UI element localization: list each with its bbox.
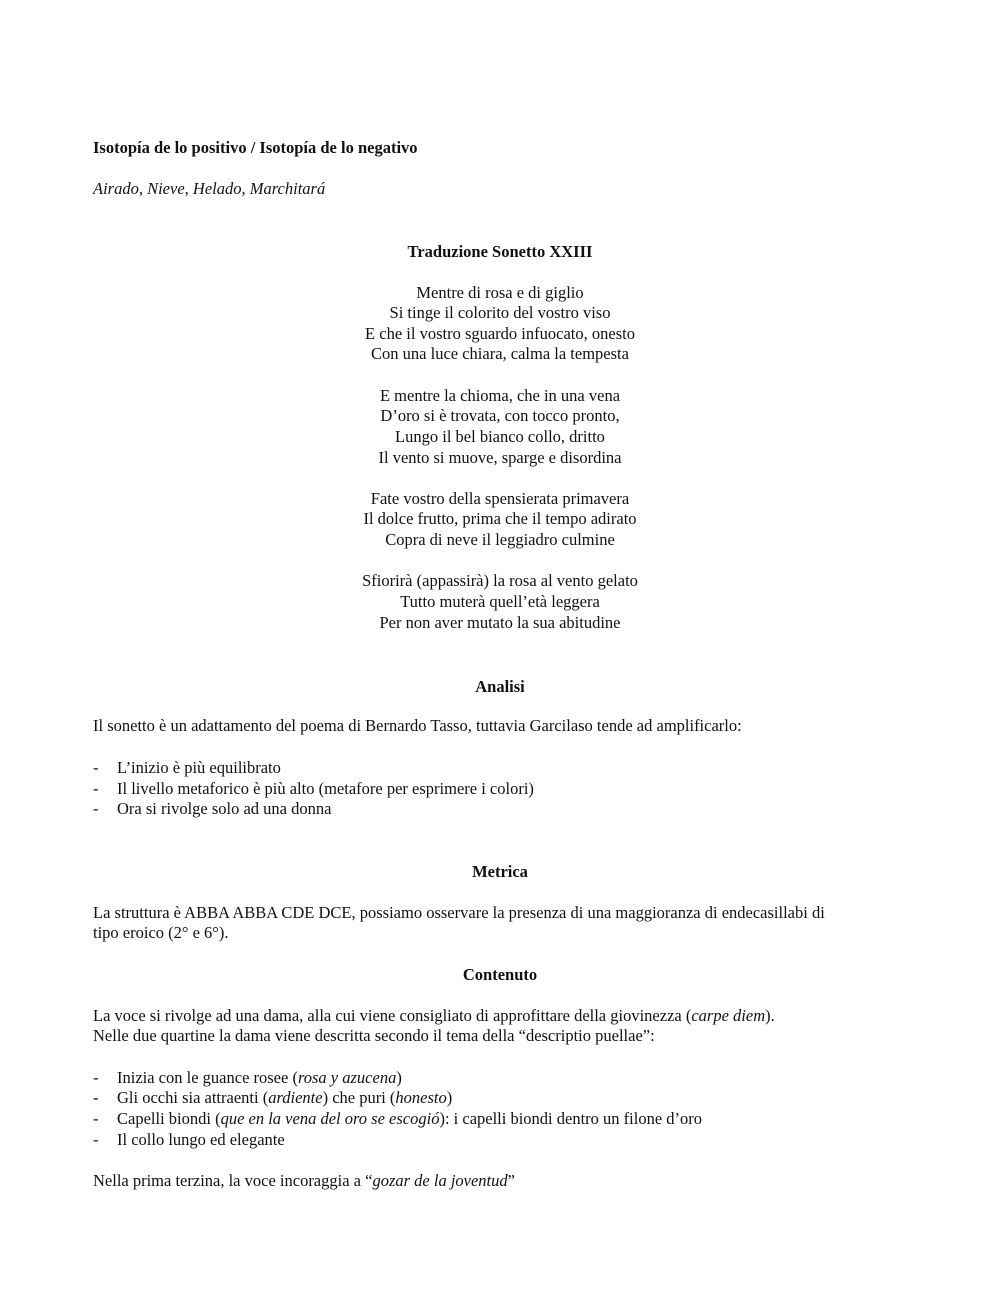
metrica-line-2: tipo eroico (2° e 6°). [93,923,229,942]
list-bullet: - [93,799,99,818]
isotopia-heading: Isotopía de lo positivo / Isotopía de lo negativo [93,138,418,157]
poem-line: Fate vostro della spensierata primavera [370,489,630,508]
text-run: Inizia con le guance rosee ( [117,1068,298,1087]
text-run: Nella prima terzina, la voce incoraggia a “ [93,1171,373,1190]
list-bullet: - [93,1068,99,1087]
poem-line: D’oro si è trovata, con tocco pronto, [380,406,620,425]
text-run: Capelli biondi ( [117,1109,221,1128]
poem-line: E mentre la chioma, che in una vena [379,386,621,405]
poem-line: Con una luce chiara, calma la tempesta [371,344,629,363]
word-helado: Helado [192,179,242,198]
poem-line: Mentre di rosa e di giglio [416,283,584,302]
isotopia-words [93,179,325,199]
contenuto-heading: Contenuto [462,965,538,984]
analisi-item: Il livello metaforico è più alto (metafore per esprimere i colori) [117,779,534,798]
text-run: ). [765,1006,775,1025]
text-run: ) che puri ( [322,1088,396,1107]
poem-line: Lungo il bel bianco collo, dritto [395,427,605,446]
word-airado: Airado [93,179,139,198]
poem-line: Il vento si muove, sparge e disordina [378,448,622,467]
analisi-item: Ora si rivolge solo ad una donna [117,799,332,818]
list-bullet: - [93,758,99,777]
analisi-heading: Analisi [475,677,525,696]
poem-line: Si tinge il colorito del vostro viso [389,303,611,322]
contenuto-paragraph-3 [93,1171,515,1191]
contenuto-item [117,1068,402,1088]
poem-line: Per non aver mutato la sua abitudine [379,613,621,632]
list-bullet: - [93,779,99,798]
italic-run: que en la vena del oro se escogió [220,1109,440,1128]
poem-line: Tutto muterà quell’età leggera [400,592,600,611]
poem-line: Il dolce frutto, prima che il tempo adirato [363,509,637,528]
contenuto-item: Il collo lungo ed elegante [117,1130,285,1149]
word-separator: , [184,179,193,198]
text-run: ” [507,1171,515,1190]
contenuto-paragraph-2: Nelle due quartine la dama viene descritta secondo il tema della “descriptio puellae”: [93,1026,655,1045]
text-run: ) [396,1068,402,1087]
text-run: La voce si rivolge ad una dama, alla cui viene consigliato di approfittare della giovinezza ( [93,1006,692,1025]
list-bullet: - [93,1130,99,1149]
text-run: Gli occhi sia attraenti ( [117,1088,269,1107]
list-bullet: - [93,1088,99,1107]
contenuto-item [117,1088,452,1108]
text-run: ) [446,1088,453,1107]
list-bullet: - [93,1109,99,1128]
word-marchitara: Marchitará [249,179,326,198]
italic-run: honesto [395,1088,447,1107]
contenuto-item [117,1109,702,1129]
poem-line: Sfiorirà (appassirà) la rosa al vento gelato [362,571,638,590]
metrica-heading: Metrica [472,862,528,881]
poem-line: Copra di neve il leggiadro culmine [385,530,615,549]
poem-title: Traduzione Sonetto XXIII [407,242,593,261]
italic-run: ardiente [268,1088,323,1107]
word-nieve: Nieve [147,179,185,198]
analisi-intro: Il sonetto è un adattamento del poema di Bernardo Tasso, tuttavia Garcilaso tende ad amplificarlo: [93,716,742,735]
text-run: ): i capelli biondi dentro un filone d’oro [439,1109,703,1128]
poem-line: E che il vostro sguardo infuocato, onesto [365,324,635,343]
italic-run: carpe diem [691,1006,766,1025]
word-separator: , [241,179,250,198]
italic-run: gozar de la joventud [372,1171,508,1190]
italic-run: rosa y azucena [297,1068,397,1087]
metrica-line-1: La struttura è ABBA ABBA CDE DCE, possiamo osservare la presenza di una maggioranza di endecasillabi di [93,903,825,922]
contenuto-paragraph-1 [93,1006,775,1026]
word-separator: , [138,179,148,198]
analisi-item: L’inizio è più equilibrato [117,758,281,777]
